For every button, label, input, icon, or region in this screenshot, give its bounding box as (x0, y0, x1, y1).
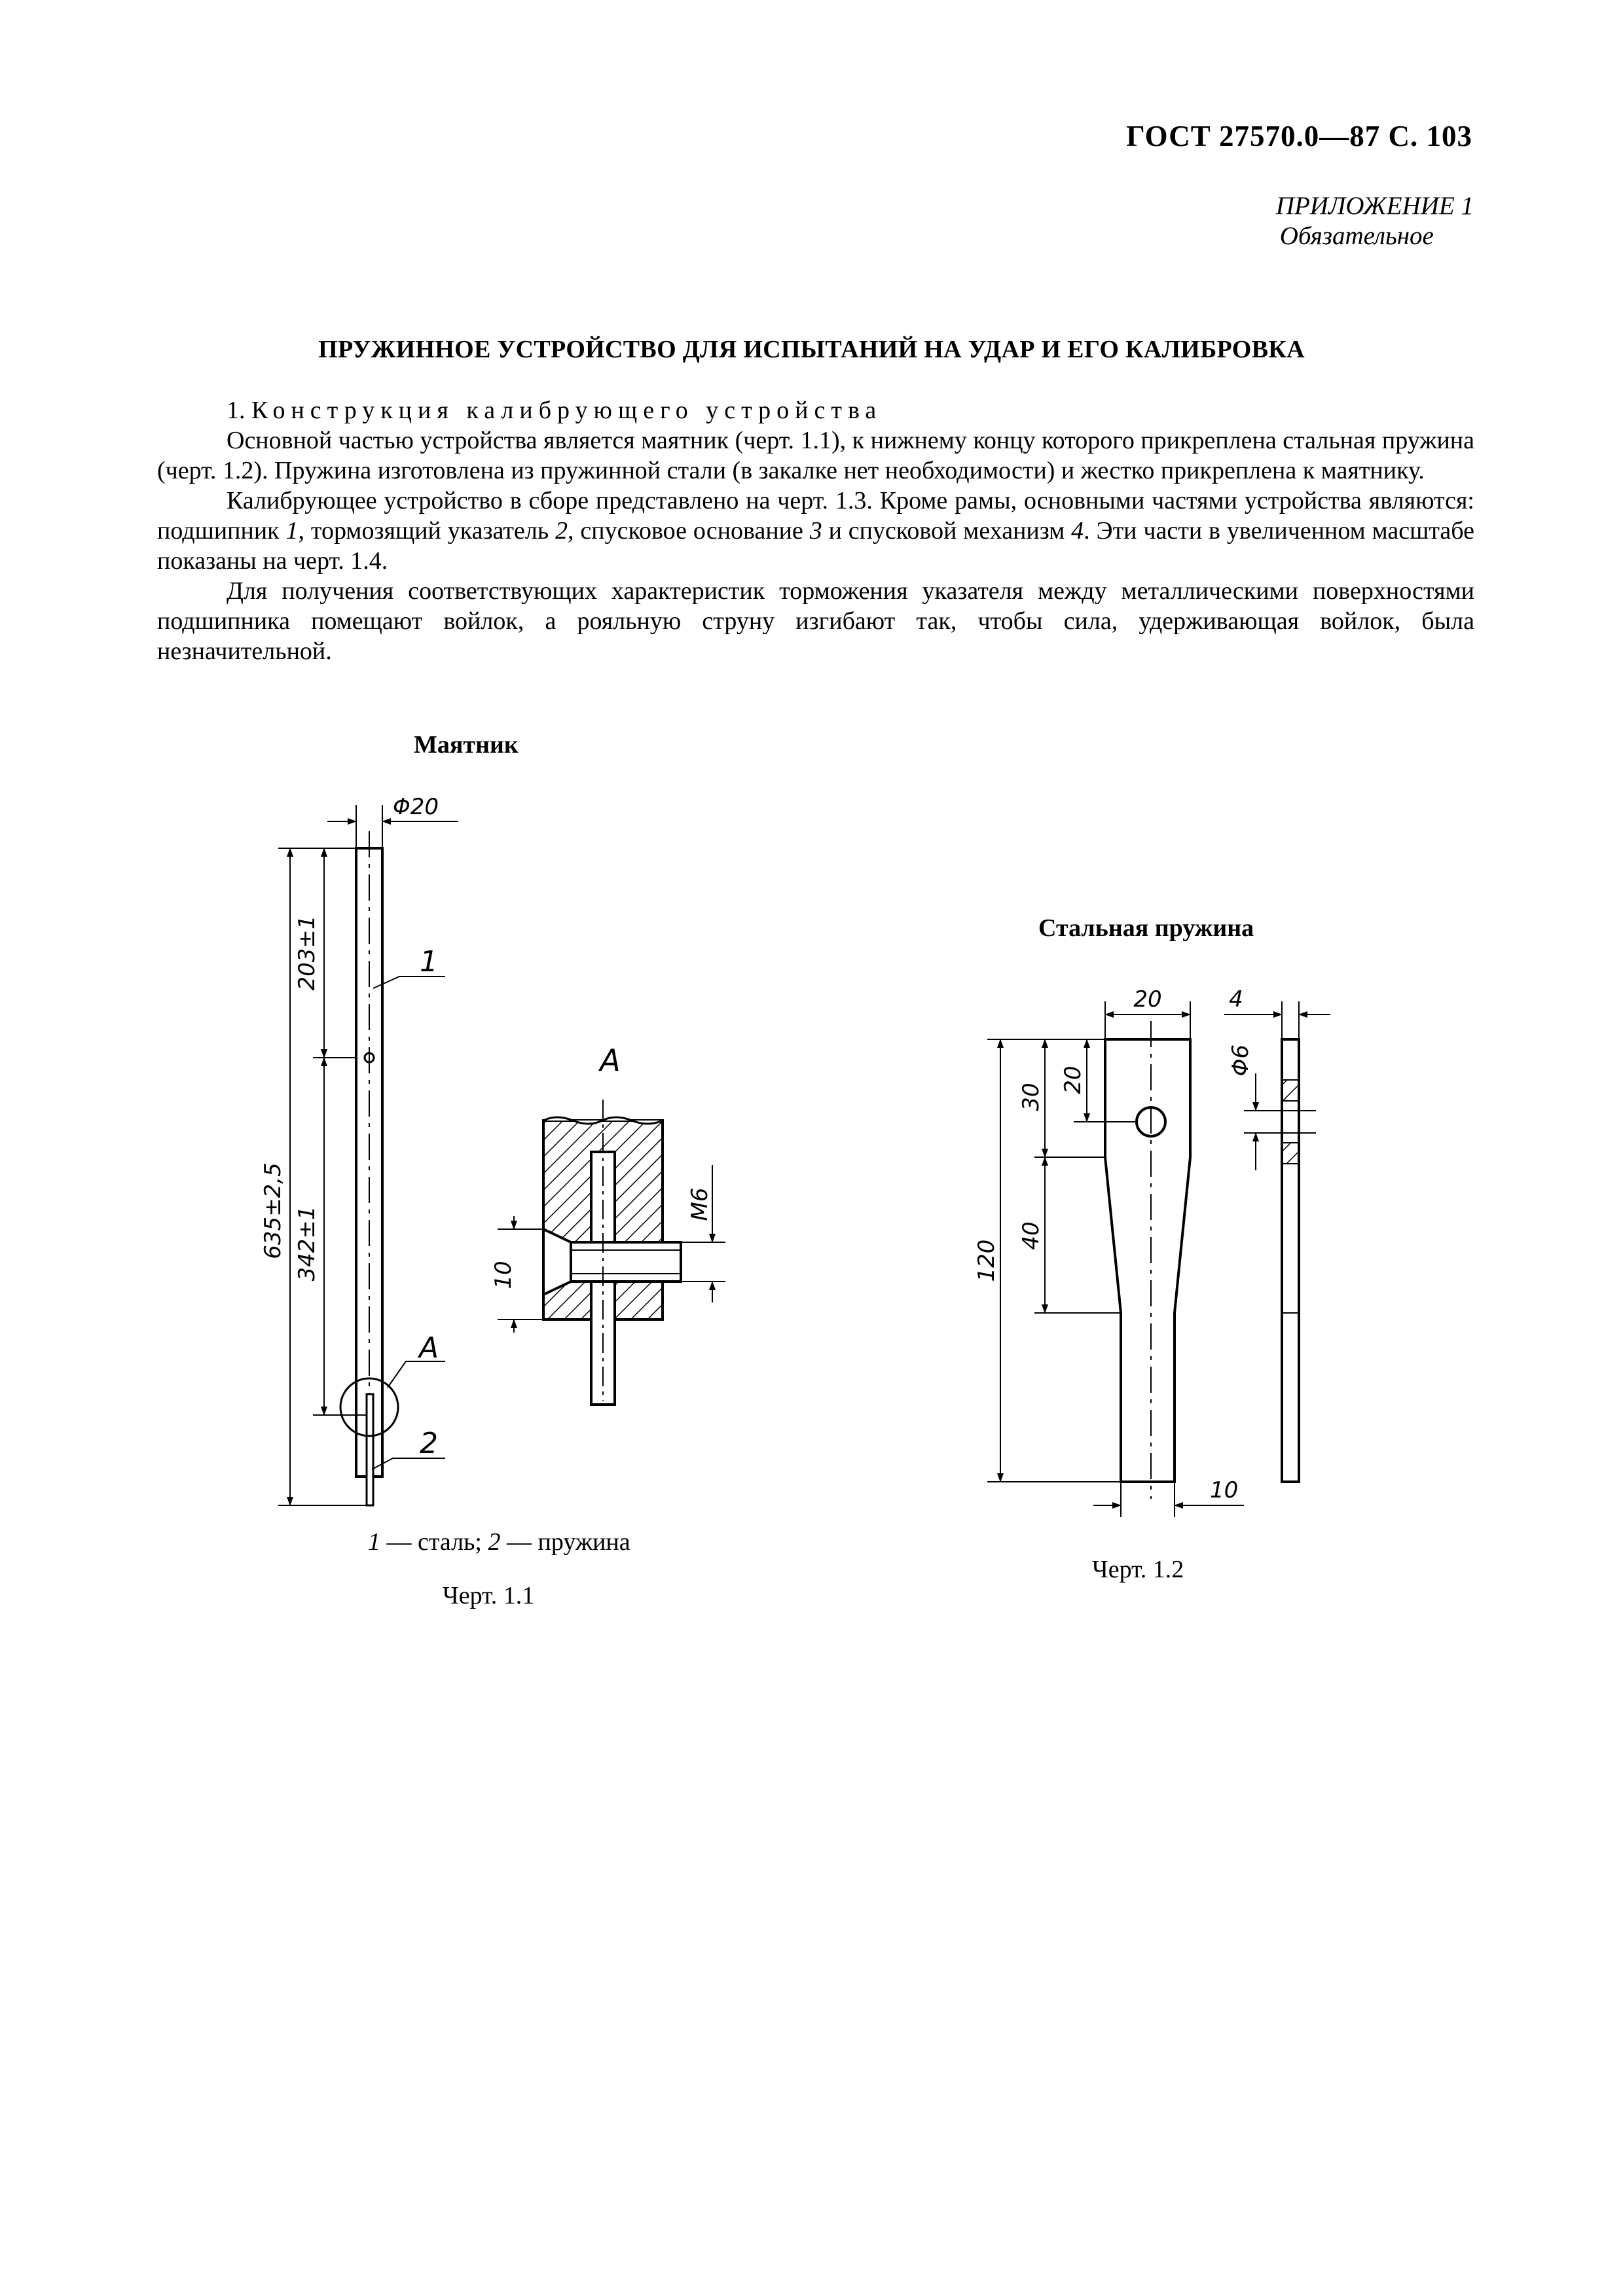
dim-thickness: 4 (1229, 986, 1243, 1013)
callout-part2: 2 (420, 1427, 438, 1460)
figure2-caption: Черт. 1.2 (1092, 1556, 1184, 1583)
running-header: ГОСТ 27570.0—87 С. 103 (1126, 120, 1472, 152)
part-number: 4 (1071, 517, 1084, 545)
figure1-caption: Черт. 1.1 (443, 1582, 535, 1609)
paragraph-1: Основной частью устройства является маятник (черт. 1.1), к нижнему концу которого прикреплена стальная пружина (черт. 1.2). Пружина изготовлена из пружинной стали (в закалке нет необходимости) и жестко прикреплена к маятнику. (157, 427, 1474, 484)
paragraph-2-text: . Эти части в увеличенном масштабе показаны на черт. 1.4. (157, 517, 1474, 575)
section-number: 1. (227, 397, 246, 424)
paragraph-2-text: , тормозящий указатель (298, 517, 556, 545)
figure1-legend (368, 1528, 630, 1556)
paragraph-2-text: и спусковой механизм (822, 517, 1072, 545)
dim-h120: 120 (974, 1239, 1000, 1282)
legend-number: 2 (488, 1528, 501, 1556)
part-number: 2 (555, 517, 568, 545)
paragraph-2-text: Калибрующее устройство в сборе представлено на черт. 1.3. Кроме рамы, основными частями устройства являются: подшипник (157, 487, 1474, 545)
legend-text: — сталь; (380, 1528, 488, 1556)
appendix-status: Обязательное (1279, 222, 1434, 250)
steel-spring-drawing (987, 1001, 1330, 1517)
callout-part1: 1 (420, 945, 438, 978)
dim-diameter: Φ20 (393, 794, 439, 820)
figure1-title: Маятник (414, 731, 519, 759)
appendix-number: ПРИЛОЖЕНИЕ 1 (1275, 192, 1474, 220)
dim-hole: Φ6 (1228, 1044, 1254, 1077)
legend-text: — пружина (500, 1528, 630, 1556)
dim-h40: 40 (1018, 1221, 1044, 1250)
document-title: ПРУЖИННОЕ УСТРОЙСТВО ДЛЯ ИСПЫТАНИЙ НА УДАР И ЕГО КАЛИБРОВКА (318, 336, 1305, 363)
section-heading-text: Конструкция калибрующего устройства (251, 397, 883, 424)
pendulum-drawing (278, 805, 458, 1505)
paragraph-3: Для получения соответствующих характеристик торможения указателя между металлическими поверхностями подшипника помещают войлок, а рояльную струну изгибают так, чтобы сила, удерживающая войлок, была незначительной. (157, 577, 1474, 665)
dim-total: 635±2,5 (260, 1162, 286, 1259)
callout-detail: A (418, 1331, 439, 1365)
dim-h30: 30 (1018, 1083, 1044, 1111)
dim-width-top: 20 (1133, 986, 1162, 1013)
figure2-title: Стальная пружина (1038, 914, 1254, 942)
part-number: 1 (285, 517, 299, 545)
detail-label: A (600, 1043, 621, 1078)
paragraph-2-text: , спусковое основание (568, 517, 810, 545)
dim-upper: 203±1 (294, 915, 320, 991)
legend-number: 1 (368, 1528, 380, 1556)
dim-width-bottom: 10 (1210, 1477, 1239, 1503)
dim-h20: 20 (1060, 1066, 1086, 1094)
dim-detail-m: M6 (687, 1187, 713, 1221)
dim-lower: 342±1 (294, 1206, 320, 1282)
part-number: 3 (809, 517, 822, 545)
detail-view-a (498, 1100, 725, 1405)
dim-detail-h: 10 (490, 1261, 517, 1289)
